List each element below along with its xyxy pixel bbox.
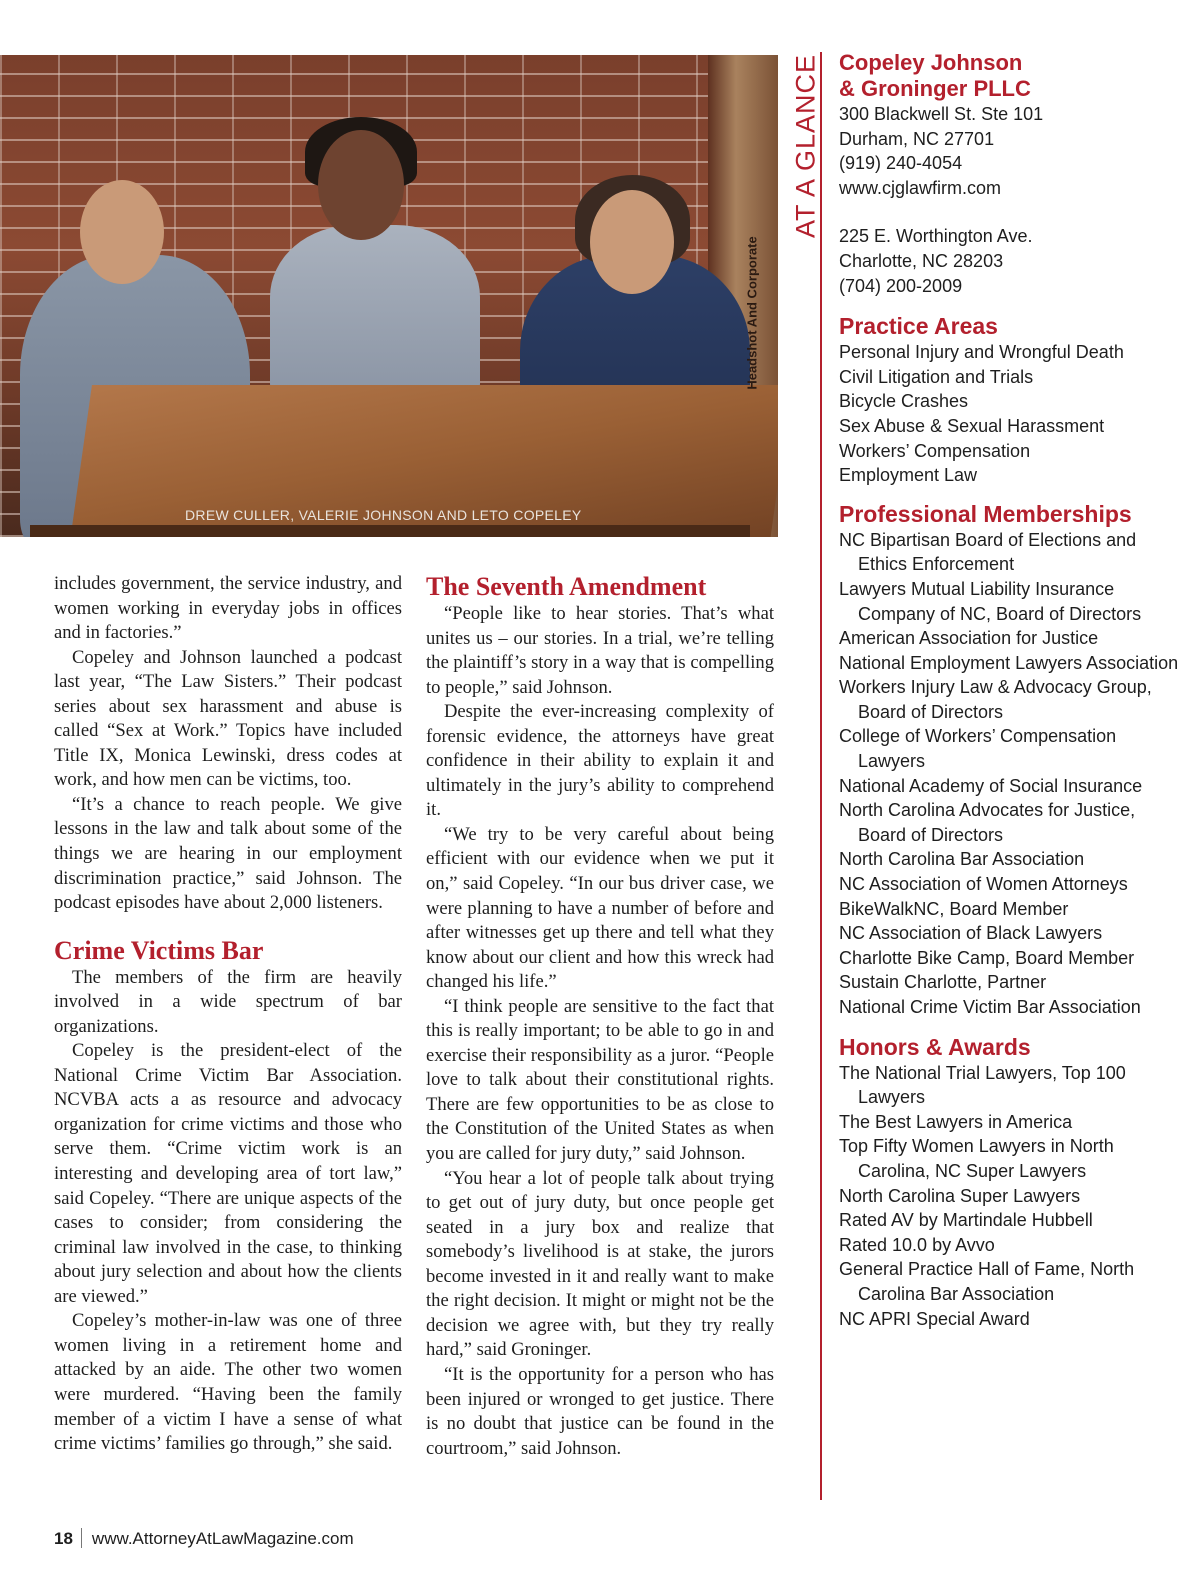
at-a-glance-sidebar bbox=[839, 50, 1179, 1331]
article-column-1 bbox=[54, 572, 402, 1457]
photo-head-left bbox=[80, 180, 164, 284]
firm-name-line2: & Groninger PLLC bbox=[839, 76, 1031, 101]
list-item: Lawyers Mutual Liability Insurance Company of NC, Board of Directors bbox=[839, 578, 1142, 624]
list-item: American Association for Justice bbox=[839, 628, 1099, 649]
list-item: Charlotte Bike Camp, Board Member bbox=[839, 947, 1135, 968]
page-number: 18 bbox=[54, 1529, 73, 1548]
photo-person-center bbox=[270, 225, 480, 405]
list-item: Employment Law bbox=[839, 465, 978, 486]
office-phone: (704) 200-2009 bbox=[839, 275, 963, 296]
list-item: NC Association of Women Attorneys bbox=[839, 874, 1128, 895]
list-item: BikeWalkNC, Board Member bbox=[839, 898, 1069, 919]
photo-caption: DREW CULLER, VALERIE JOHNSON AND LETO COPELEY bbox=[185, 507, 582, 523]
article-paragraph: includes government, the service industry, and women working in everyday jobs in offices and in factories.” bbox=[54, 573, 402, 644]
list-item: Workers’ Compensation bbox=[839, 440, 1031, 461]
practice-areas-heading: Practice Areas bbox=[839, 313, 998, 340]
honors-list bbox=[839, 1061, 1179, 1332]
list-item: The Best Lawyers in America bbox=[839, 1111, 1073, 1132]
list-item: The National Trial Lawyers, Top 100 Lawyers bbox=[839, 1062, 1126, 1108]
practice-areas-section bbox=[839, 312, 1179, 488]
list-item: North Carolina Advocates for Justice, Board of Directors bbox=[839, 800, 1136, 845]
office-city-line: Charlotte, NC 28203 bbox=[839, 250, 1004, 271]
article-paragraph: “You hear a lot of people talk about trying to get out of jury duty, but once people get seated in a jury box and realize that somebody’s livelihood is at stake, the jurors become invested in it and really want to make the right decision. It might or might not be the decision we agree with, but they try really hard,” said Groninger. bbox=[426, 1167, 774, 1361]
firm-photo bbox=[0, 55, 778, 537]
list-item: Sex Abuse & Sexual Harassment bbox=[839, 415, 1105, 436]
at-a-glance-banner: AT A GLANCE bbox=[790, 53, 821, 239]
article-paragraph: “I think people are sensitive to the fact that this is really important; to be able to go in and exercise their responsibility as a juror. “People love to talk about their constitutional rights. There are few opportunities to be as close to the Constitution of the United States as when you are called for jury duty,” said Johnson. bbox=[426, 995, 774, 1165]
office-charlotte bbox=[839, 224, 1179, 298]
article-paragraph: The members of the firm are heavily involved in a wide spectrum of bar organizations. bbox=[54, 966, 402, 1037]
photo-table-edge bbox=[30, 525, 750, 537]
article-paragraph: “People like to hear stories. That’s what unites us – our stories. In a trial, we’re telling the plaintiff’s story in a way that is compelling to people,” said Johnson. bbox=[426, 603, 774, 698]
list-item: North Carolina Super Lawyers bbox=[839, 1185, 1081, 1206]
article-paragraph: Despite the ever-increasing complexity of forensic evidence, the attorneys have great confidence in their ability to explain it and ultimately in the jury’s ability to comprehend it. bbox=[426, 701, 774, 821]
honors-section bbox=[839, 1033, 1179, 1332]
article-paragraph: “It’s a chance to reach people. We give lessons in the law and talk about some of the things we are hearing in our employment discrimination practice,” said Johnson. The podcast episodes have about 2,000 listeners. bbox=[54, 793, 402, 914]
photo-head-right bbox=[590, 190, 674, 294]
list-item: NC Bipartisan Board of Elections and Ethics Enforcement bbox=[839, 529, 1137, 575]
firm-name-line1: Copeley Johnson bbox=[839, 50, 1023, 75]
list-item: General Practice Hall of Fame, North Carolina Bar Association bbox=[839, 1259, 1135, 1304]
memberships-section bbox=[839, 500, 1179, 1020]
list-item: Rated AV by Martindale Hubbell bbox=[839, 1210, 1093, 1231]
list-item: National Employment Lawyers Association bbox=[839, 652, 1179, 673]
list-item: North Carolina Bar Association bbox=[839, 849, 1085, 870]
list-item: National Academy of Social Insurance bbox=[839, 775, 1143, 796]
office-durham bbox=[839, 102, 1179, 200]
article-paragraph: “We try to be very careful about being efficient with our evidence when we put it on,” said Copeley. “In our bus driver case, we were planning to have a number of before and after witnesses get up there and tell what they know about our client and how this wreck had changed his life.” bbox=[426, 823, 774, 993]
memberships-heading: Professional Memberships bbox=[839, 500, 1132, 527]
list-item: College of Workers’ Compensation Lawyers bbox=[839, 726, 1117, 772]
list-item: National Crime Victim Bar Association bbox=[839, 997, 1141, 1017]
sidebar-divider bbox=[820, 52, 822, 1500]
magazine-website-link[interactable]: www.AttorneyAtLawMagazine.com bbox=[91, 1529, 354, 1548]
footer-divider bbox=[81, 1528, 82, 1548]
photo-head-center bbox=[318, 130, 404, 240]
list-item: Top Fifty Women Lawyers in North Carolina, NC Super Lawyers bbox=[839, 1136, 1114, 1181]
article-paragraph: “It is the opportunity for a person who has been injured or wronged to get justice. There is no doubt that justice can be found in the courtroom,” said Johnson. bbox=[426, 1363, 774, 1459]
photo-credit: Headshot And Corporate bbox=[744, 236, 760, 390]
list-item: Rated 10.0 by Avvo bbox=[839, 1234, 995, 1255]
article-column-2 bbox=[426, 572, 774, 1461]
office-address-line: 225 E. Worthington Ave. bbox=[839, 226, 1033, 247]
section-heading-seventh-amendment: The Seventh Amendment bbox=[426, 572, 707, 601]
office-address-line: 300 Blackwell St. Ste 101 bbox=[839, 104, 1044, 124]
list-item: Workers Injury Law & Advocacy Group, Board of Directors bbox=[839, 677, 1152, 722]
article-paragraph: Copeley’s mother-in-law was one of three women living in a retirement home and attacked by an aide. The other two women were murdered. “Having been the family member of a victim I have a sense of what crime victims’ families go through,” she said. bbox=[54, 1310, 402, 1455]
section-heading-crime-victims-bar: Crime Victims Bar bbox=[54, 935, 264, 965]
honors-heading: Honors & Awards bbox=[839, 1033, 1031, 1060]
article-paragraph: Copeley and Johnson launched a podcast last year, “The Law Sisters.” Their podcast series about sex harassment and abuse is called “Sex at Work.” Topics have included Title IX, Monica Lewinski, dress codes at work, and how men can be victims, too. bbox=[54, 646, 402, 791]
office-phone: (919) 240-4054 bbox=[839, 153, 963, 174]
memberships-list bbox=[839, 528, 1179, 1020]
list-item: Sustain Charlotte, Partner bbox=[839, 972, 1047, 993]
list-item: Personal Injury and Wrongful Death bbox=[839, 342, 1124, 363]
article-paragraph: Copeley is the president-elect of the National Crime Victim Bar Association. NCVBA acts a as resource and advocacy organization for crime victims and those who serve them. “Crime victim work is an interesting and developing area of tort law,” said Copeley. “There are unique aspects of the cases to consider; from considering the criminal law involved in the case, to thinking about jury selection and about how the clients are viewed.” bbox=[54, 1040, 402, 1307]
list-item: Civil Litigation and Trials bbox=[839, 366, 1034, 387]
list-item: NC Association of Black Lawyers bbox=[839, 923, 1103, 944]
office-city-line: Durham, NC 27701 bbox=[839, 128, 995, 149]
list-item: Bicycle Crashes bbox=[839, 391, 969, 412]
list-item: NC APRI Special Award bbox=[839, 1308, 1030, 1329]
practice-areas-list bbox=[839, 340, 1179, 488]
page-footer bbox=[54, 1528, 354, 1549]
firm-website: www.cjglawfirm.com bbox=[839, 177, 1002, 198]
